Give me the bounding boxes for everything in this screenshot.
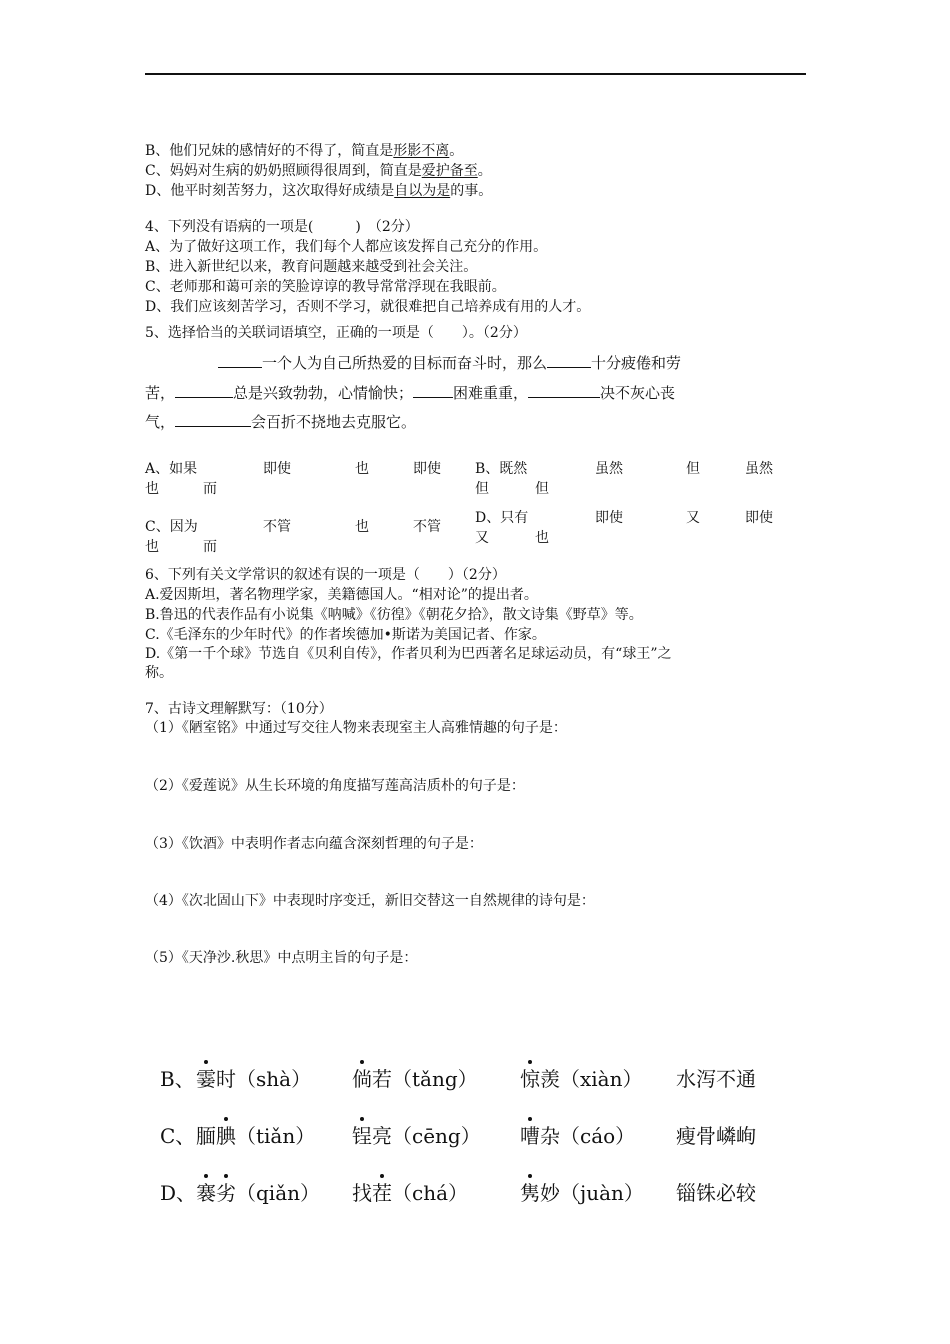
q6-option-c: C.《毛泽东的少年时代》的作者埃德加•斯诺为美国记者、作家。 [145, 627, 546, 643]
pinyin-row-d-item-1: 褰劣（qiǎn） [196, 1181, 321, 1205]
q5-option-d-6: 也 [535, 530, 549, 546]
blank [528, 383, 600, 398]
q5-option-d-5: 又 [475, 530, 489, 546]
blank [413, 383, 453, 398]
header-rule [145, 73, 806, 75]
q6-option-b: B.鲁迅的代表作品有小说集《呐喊》《彷徨》《朝花夕拾》，散文诗集《野草》等。 [145, 607, 643, 623]
q5-option-c-3: 也 [355, 519, 369, 535]
pinyin-row-c-item-3: 嘈杂（cáo） [520, 1124, 636, 1148]
pinyin-row-d-item-3: 隽妙（juàn） [520, 1181, 644, 1205]
q5-passage-line-2: 苦， 总是兴致勃勃，心情愉快； 困难重重， 决不灰心丧 [145, 384, 676, 402]
pinyin-row-b-item-2: 倘若（tǎng） [352, 1067, 478, 1091]
blank [175, 412, 251, 427]
q5-option-d-3: 又 [686, 510, 700, 526]
pinyin-row-b-item-1: 霎时（shà） [196, 1067, 312, 1091]
pinyin-row-d-label: D、 [160, 1181, 197, 1205]
q3-option-b: B、他们兄妹的感情好的不得了，简直是形影不离。 [145, 143, 464, 159]
q5-option-a-1: A、如果 [145, 461, 198, 477]
q5-option-b-2: 虽然 [595, 461, 623, 477]
q5-option-d-2: 即使 [595, 510, 623, 526]
pinyin-row-b-item-4: 水泻不通 [676, 1067, 756, 1091]
q6-stem: 6、下列有关文学常识的叙述有误的一项是（ ）（2分） [145, 567, 506, 583]
q5-option-a-4: 即使 [413, 461, 441, 477]
pinyin-row-d-item-4: 锱铢必较 [676, 1181, 756, 1205]
q5-option-b-4: 虽然 [745, 461, 773, 477]
q4-option-d: D、我们应该刻苦学习，否则不学习，就很难把自己培养成有用的人才。 [145, 299, 591, 315]
pinyin-row-d-item-2: 找茬（chá） [352, 1181, 469, 1205]
q3-idiom-c: 爱护备至 [421, 163, 478, 179]
blank [175, 383, 233, 398]
q4-option-a: A、为了做好这项工作，我们每个人都应该发挥自己充分的作用。 [145, 239, 548, 255]
q5-option-d-4: 即使 [745, 510, 773, 526]
q7-item-1: （1）《陋室铭》中通过写交往人物来表现室主人高雅情趣的句子是： [145, 720, 567, 736]
pinyin-row-c-item-4: 瘦骨嶙峋 [676, 1124, 756, 1148]
q7-item-3: （3）《饮酒》中表明作者志向蕴含深刻哲理的句子是： [145, 836, 483, 852]
q5-option-c-5: 也 [145, 539, 159, 555]
q6-option-a: A.爱因斯坦，著名物理学家，美籍德国人。“相对论”的提出者。 [145, 587, 538, 603]
q5-option-b-6: 但 [535, 481, 549, 497]
q7-stem: 7、古诗文理解默写：（10分） [145, 701, 333, 717]
q6-option-d-line-1: D.《第一千个球》节选自《贝利自传》，作者贝利为巴西著名足球运动员，有“球王”之 [145, 646, 672, 662]
pinyin-row-c-label: C、 [160, 1124, 196, 1148]
blank [218, 353, 262, 368]
q5-option-c-6: 而 [203, 539, 217, 555]
q3-option-c: C、妈妈对生病的奶奶照顾得很周到，简直是爱护备至。 [145, 163, 492, 179]
q5-option-b-1: B、既然 [475, 461, 528, 477]
q5-passage-line-1: 一个人为自己所热爱的目标而奋斗时，那么 十分疲倦和劳 [218, 353, 681, 372]
q5-option-c-1: C、因为 [145, 519, 198, 535]
q5-option-c-4: 不管 [413, 519, 441, 535]
pinyin-row-c-item-1: 腼腆（tiǎn） [196, 1124, 316, 1148]
q5-option-a-2: 即使 [263, 461, 291, 477]
q6-option-d-line-2: 称。 [145, 665, 173, 681]
pinyin-row-c-item-2: 锃亮（cēng） [352, 1124, 481, 1148]
q5-passage-line-3: 气， 会百折不挠地去克服它。 [145, 413, 417, 431]
q3-option-d: D、他平时刻苦努力，这次取得好成绩是自以为是的事。 [145, 183, 493, 199]
q5-option-a-3: 也 [355, 461, 369, 477]
q5-stem: 5、选择恰当的关联词语填空，正确的一项是（ ）。（2分） [145, 325, 527, 341]
q4-option-b: B、进入新世纪以来，教育问题越来越受到社会关注。 [145, 259, 478, 275]
q7-item-5: （5）《天净沙.秋思》中点明主旨的句子是： [145, 950, 418, 966]
q5-option-c-2: 不管 [263, 519, 291, 535]
q5-option-d-1: D、只有 [475, 510, 529, 526]
blank [547, 353, 591, 368]
q5-option-a-6: 而 [203, 481, 217, 497]
q7-item-4: （4）《次北固山下》中表现时序变迁，新旧交替这一自然规律的诗句是： [145, 893, 595, 909]
q3-idiom-b: 形影不离 [393, 143, 450, 159]
q5-option-a-5: 也 [145, 481, 159, 497]
q4-option-c: C、老师那和蔼可亲的笑脸谆谆的教导常常浮现在我眼前。 [145, 279, 506, 295]
q4-stem: 4、下列没有语病的一项是( ) （2分） [145, 219, 419, 235]
q5-option-b-3: 但 [686, 461, 700, 477]
pinyin-row-b-label: B、 [160, 1067, 195, 1091]
q7-item-2: （2）《爱莲说》从生长环境的角度描写莲高洁质朴的句子是： [145, 778, 525, 794]
q5-option-b-5: 但 [475, 481, 489, 497]
q3-idiom-d: 自以为是 [394, 183, 451, 199]
pinyin-row-b-item-3: 惊羡（xiàn） [520, 1067, 643, 1091]
